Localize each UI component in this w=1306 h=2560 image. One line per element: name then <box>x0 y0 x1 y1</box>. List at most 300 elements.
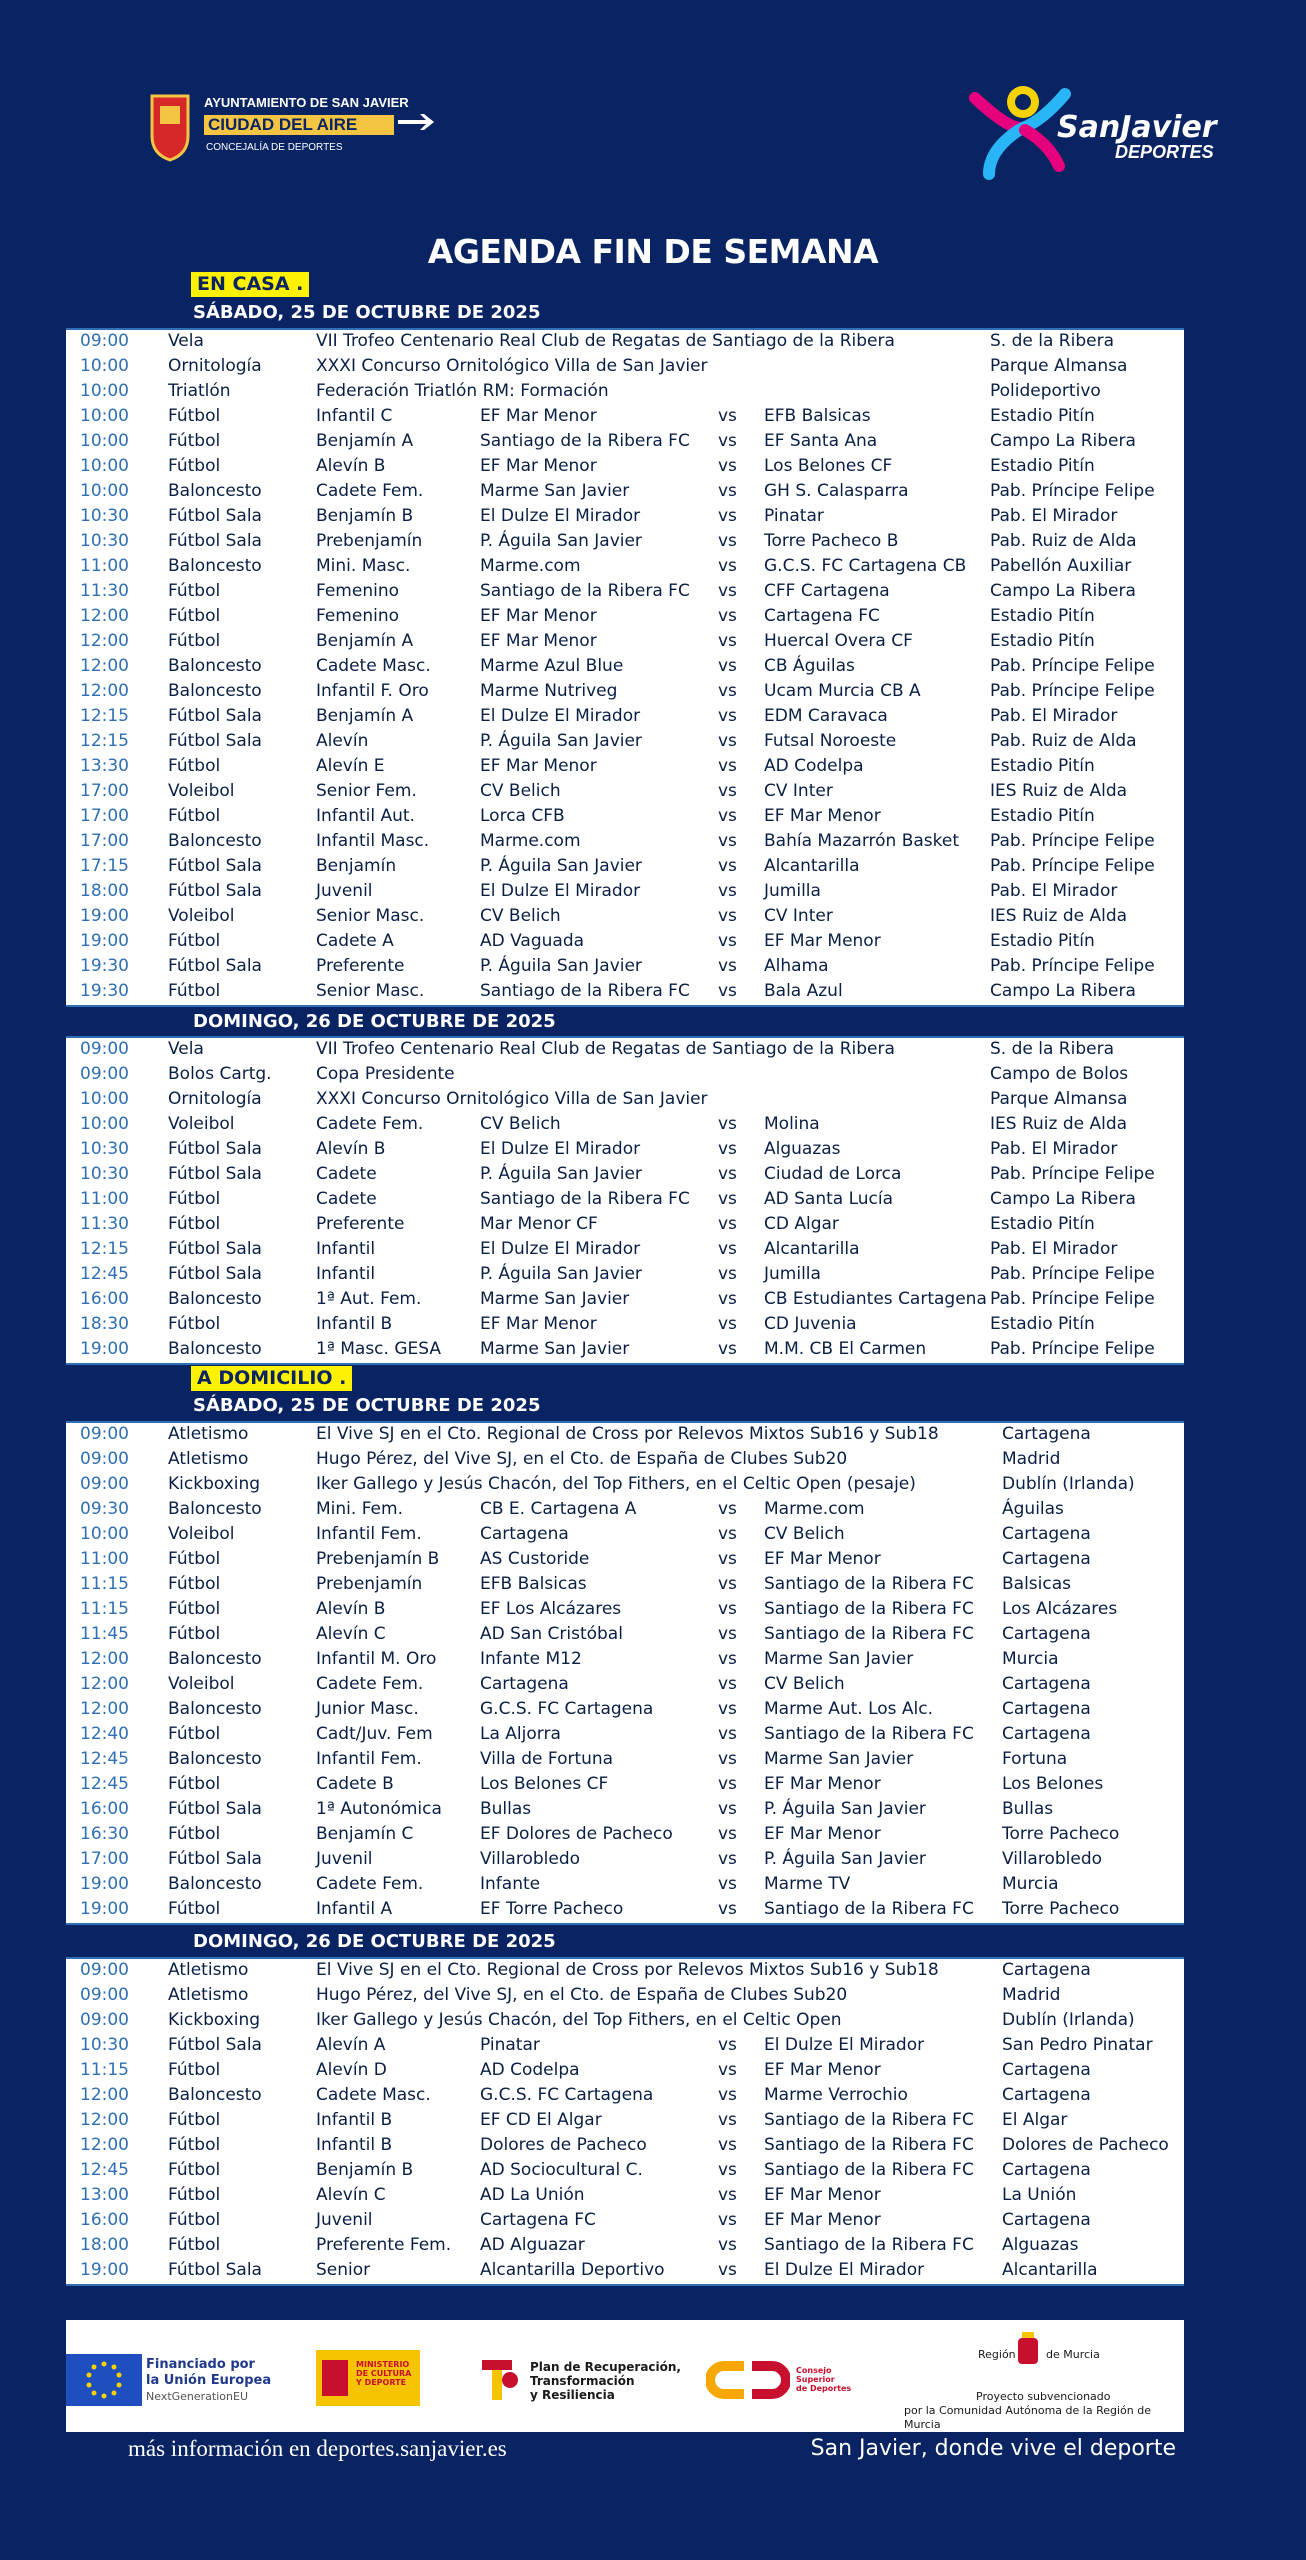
event-time: 11:15 <box>80 1599 129 1619</box>
event-time: 10:30 <box>80 506 129 526</box>
event-venue: Pab. Príncipe Felipe <box>990 481 1155 501</box>
home-team: Marme.com <box>480 831 581 851</box>
table-row <box>66 905 1184 930</box>
event-sport: Fútbol Sala <box>168 2035 262 2055</box>
table-row <box>66 605 1184 630</box>
event-time: 12:45 <box>80 2160 129 2180</box>
event-time: 19:00 <box>80 1874 129 1894</box>
event-time: 12:00 <box>80 2110 129 2130</box>
event-time: 10:30 <box>80 1164 129 1184</box>
vs-label: vs <box>718 2035 737 2055</box>
vs-label: vs <box>718 1524 737 1544</box>
vs-label: vs <box>718 1749 737 1769</box>
event-description: XXXI Concurso Ornitológico Villa de San Javier <box>316 356 708 376</box>
home-team: EF Mar Menor <box>480 456 597 476</box>
away-team: EF Mar Menor <box>764 2210 881 2230</box>
event-sport: Fútbol <box>168 756 221 776</box>
schedule-table <box>66 1421 1184 1925</box>
vs-label: vs <box>718 1164 737 1184</box>
away-team: Ucam Murcia CB A <box>764 681 921 701</box>
away-team: M.M. CB El Carmen <box>764 1339 927 1359</box>
table-row <box>66 430 1184 455</box>
event-category: Cadt/Juv. Fem <box>316 1724 433 1744</box>
away-team: EF Santa Ana <box>764 431 878 451</box>
home-team: CV Belich <box>480 781 561 801</box>
table-row <box>66 2259 1184 2284</box>
event-venue: Torre Pacheco <box>1002 1824 1120 1844</box>
home-team: G.C.S. FC Cartagena <box>480 2085 654 2105</box>
event-time: 11:15 <box>80 2060 129 2080</box>
eu-text-2: la Unión Europea <box>146 2373 272 2388</box>
home-team: EF Dolores de Pacheco <box>480 1824 673 1844</box>
event-category: Prebenjamín B <box>316 1549 440 1569</box>
event-time: 09:00 <box>80 1985 129 2005</box>
event-time: 09:00 <box>80 2010 129 2030</box>
event-venue: S. de la Ribera <box>990 1039 1114 1059</box>
csd-text-2: Superior <box>796 2375 835 2384</box>
vs-label: vs <box>718 1724 737 1744</box>
vs-label: vs <box>718 481 737 501</box>
table-row <box>66 2184 1184 2209</box>
event-sport: Fútbol <box>168 981 221 1001</box>
event-time: 12:45 <box>80 1264 129 1284</box>
away-team: Santiago de la Ribera FC <box>764 1574 974 1594</box>
home-team: Villarobledo <box>480 1849 581 1869</box>
vs-label: vs <box>718 2135 737 2155</box>
event-category: Cadete Fem. <box>316 481 424 501</box>
event-category: 1ª Autonómica <box>316 1799 442 1819</box>
home-team: Villa de Fortuna <box>480 1749 614 1769</box>
home-team: Los Belones CF <box>480 1774 609 1794</box>
home-team: AD Vaguada <box>480 931 585 951</box>
event-venue: Pab. Príncipe Felipe <box>990 956 1155 976</box>
event-sport: Ornitología <box>168 356 262 376</box>
event-category: Preferente <box>316 1214 405 1234</box>
event-category: Prebenjamín <box>316 1574 423 1594</box>
recovery-plan-icon <box>478 2356 522 2404</box>
event-category: Cadete <box>316 1189 377 1209</box>
home-team: El Dulze El Mirador <box>480 1239 641 1259</box>
event-sport: Bolos Cartg. <box>168 1064 272 1084</box>
home-team: AD San Cristóbal <box>480 1624 623 1644</box>
home-team: Bullas <box>480 1799 532 1819</box>
event-time: 10:30 <box>80 531 129 551</box>
event-description: Federación Triatlón RM: Formación <box>316 381 609 401</box>
footer-slogan: San Javier, donde vive el deporte <box>810 2436 1176 2461</box>
table-row <box>66 1748 1184 1773</box>
event-sport: Fútbol Sala <box>168 731 262 751</box>
table-row <box>66 1984 1184 2009</box>
table-row <box>66 1898 1184 1923</box>
eu-text-1: Financiado por <box>146 2357 255 2372</box>
away-team: Futsal Noroeste <box>764 731 897 751</box>
event-venue: Polideportivo <box>990 381 1101 401</box>
vs-label: vs <box>718 406 737 426</box>
table-row <box>66 1723 1184 1748</box>
event-sport: Voleibol <box>168 781 235 801</box>
event-category: Alevín B <box>316 1599 386 1619</box>
table-row <box>66 330 1184 355</box>
vs-label: vs <box>718 756 737 776</box>
event-venue: Cartagena <box>1002 1624 1091 1644</box>
event-category: Senior Masc. <box>316 906 425 926</box>
event-category: Infantil Fem. <box>316 1524 422 1544</box>
event-category: Preferente Fem. <box>316 2235 452 2255</box>
vs-label: vs <box>718 1139 737 1159</box>
vs-label: vs <box>718 2110 737 2130</box>
event-venue: Pab. Ruiz de Alda <box>990 531 1137 551</box>
event-category: Benjamín <box>316 856 397 876</box>
event-venue: Villarobledo <box>1002 1849 1103 1869</box>
event-venue: Cartagena <box>1002 1960 1091 1980</box>
murcia-text-1: Región <box>978 2348 1016 2361</box>
home-team: El Dulze El Mirador <box>480 1139 641 1159</box>
home-team: EF Mar Menor <box>480 1314 597 1334</box>
event-time: 12:00 <box>80 2135 129 2155</box>
event-category: Juvenil <box>316 881 373 901</box>
murcia-text-4: por la Comunidad Autónoma de la Región de Murcia <box>904 2404 1151 2431</box>
table-row <box>66 1448 1184 1473</box>
logo-brand: SanJavier <box>1057 110 1217 145</box>
event-time: 12:00 <box>80 606 129 626</box>
event-time: 12:00 <box>80 681 129 701</box>
event-category: Infantil Aut. <box>316 806 415 826</box>
event-venue: Murcia <box>1002 1649 1059 1669</box>
away-team: EF Mar Menor <box>764 1549 881 1569</box>
vs-label: vs <box>718 1189 737 1209</box>
section-badge-away: A DOMICILIO . <box>191 1366 352 1391</box>
event-sport: Baloncesto <box>168 556 262 576</box>
schedule-table <box>66 328 1184 1007</box>
event-category: Mini. Fem. <box>316 1499 403 1519</box>
event-category: Cadete Fem. <box>316 1674 424 1694</box>
event-category: Infantil A <box>316 1899 393 1919</box>
ministry-text-1: MINISTERIO <box>356 2360 410 2369</box>
event-sport: Fútbol <box>168 456 221 476</box>
away-team: CB Estudiantes Cartagena <box>764 1289 987 1309</box>
logo-line2: CIUDAD DEL AIRE <box>208 115 358 134</box>
event-venue: Pab. El Mirador <box>990 506 1118 526</box>
vs-label: vs <box>718 931 737 951</box>
event-venue: Campo La Ribera <box>990 581 1136 601</box>
event-venue: Pabellón Auxiliar <box>990 556 1132 576</box>
home-team: Cartagena <box>480 1524 569 1544</box>
table-row <box>66 1773 1184 1798</box>
event-time: 18:00 <box>80 2235 129 2255</box>
event-venue: Estadio Pitín <box>990 756 1095 776</box>
event-sport: Kickboxing <box>168 2010 261 2030</box>
table-row <box>66 2084 1184 2109</box>
event-category: Femenino <box>316 606 399 626</box>
home-team: El Dulze El Mirador <box>480 881 641 901</box>
event-sport: Baloncesto <box>168 1289 262 1309</box>
home-team: AD Alguazar <box>480 2235 585 2255</box>
event-description: Iker Gallego y Jesús Chacón, del Top Fithers, en el Celtic Open (pesaje) <box>316 1474 916 1494</box>
event-category: Preferente <box>316 956 405 976</box>
vs-label: vs <box>718 581 737 601</box>
day-heading: DOMINGO, 26 DE OCTUBRE DE 2025 <box>193 1931 556 1952</box>
home-team: Marme San Javier <box>480 481 630 501</box>
away-team: P. Águila San Javier <box>764 1849 926 1869</box>
away-team: CV Belich <box>764 1674 845 1694</box>
event-sport: Fútbol Sala <box>168 1164 262 1184</box>
table-row <box>66 1088 1184 1113</box>
vs-label: vs <box>718 1649 737 1669</box>
event-venue: Cartagena <box>1002 2160 1091 2180</box>
table-row <box>66 480 1184 505</box>
event-time: 10:00 <box>80 456 129 476</box>
away-team: GH S. Calasparra <box>764 481 909 501</box>
away-team: Ciudad de Lorca <box>764 1164 902 1184</box>
home-team: Marme.com <box>480 556 581 576</box>
event-sport: Fútbol Sala <box>168 856 262 876</box>
vs-label: vs <box>718 731 737 751</box>
vs-label: vs <box>718 881 737 901</box>
event-category: Infantil B <box>316 2110 393 2130</box>
event-venue: Los Belones <box>1002 1774 1104 1794</box>
event-sport: Fútbol Sala <box>168 1264 262 1284</box>
table-row <box>66 1188 1184 1213</box>
away-team: EF Mar Menor <box>764 2185 881 2205</box>
event-category: Alevín C <box>316 1624 386 1644</box>
table-row <box>66 1523 1184 1548</box>
footer-info-link[interactable]: más información en deportes.sanjavier.es <box>128 2436 507 2461</box>
event-venue: San Pedro Pinatar <box>1002 2035 1153 2055</box>
event-venue: Pab. Príncipe Felipe <box>990 1289 1155 1309</box>
ayuntamiento-logo <box>148 88 448 178</box>
table-row <box>66 1548 1184 1573</box>
event-sport: Fútbol Sala <box>168 706 262 726</box>
event-sport: Fútbol Sala <box>168 1139 262 1159</box>
event-time: 12:00 <box>80 1699 129 1719</box>
away-team: CV Belich <box>764 1524 845 1544</box>
event-sport: Baloncesto <box>168 1699 262 1719</box>
event-venue: Estadio Pitín <box>990 1214 1095 1234</box>
page-title: AGENDA FIN DE SEMANA <box>427 232 879 271</box>
away-team: Marme San Javier <box>764 1749 914 1769</box>
event-venue: Cartagena <box>1002 2060 1091 2080</box>
vs-label: vs <box>718 2210 737 2230</box>
home-team: EF CD El Algar <box>480 2110 602 2130</box>
event-venue: Pab. Príncipe Felipe <box>990 831 1155 851</box>
table-row <box>66 1598 1184 1623</box>
away-team: EF Mar Menor <box>764 806 881 826</box>
event-category: Infantil <box>316 1239 376 1259</box>
table-row <box>66 630 1184 655</box>
event-venue: Cartagena <box>1002 1699 1091 1719</box>
event-time: 11:00 <box>80 1189 129 1209</box>
event-venue: Parque Almansa <box>990 356 1128 376</box>
home-team: Marme San Javier <box>480 1339 630 1359</box>
away-team: EF Mar Menor <box>764 931 881 951</box>
table-row <box>66 1648 1184 1673</box>
event-venue: Estadio Pitín <box>990 406 1095 426</box>
event-time: 19:00 <box>80 1899 129 1919</box>
event-time: 12:00 <box>80 656 129 676</box>
event-category: Cadete Fem. <box>316 1874 424 1894</box>
vs-label: vs <box>718 556 737 576</box>
event-category: Cadete <box>316 1164 377 1184</box>
event-venue: IES Ruiz de Alda <box>990 781 1128 801</box>
table-row <box>66 1848 1184 1873</box>
event-sport: Ornitología <box>168 1089 262 1109</box>
event-category: Senior Masc. <box>316 981 425 1001</box>
vs-label: vs <box>718 656 737 676</box>
vs-label: vs <box>718 1289 737 1309</box>
table-bottom-border <box>66 1363 1184 1365</box>
event-category: Alevín C <box>316 2185 386 2205</box>
event-venue: Cartagena <box>1002 1549 1091 1569</box>
event-time: 09:00 <box>80 331 129 351</box>
away-team: EF Mar Menor <box>764 1774 881 1794</box>
event-category: 1ª Masc. GESA <box>316 1339 441 1359</box>
event-venue: Pab. Príncipe Felipe <box>990 1264 1155 1284</box>
event-sport: Fútbol Sala <box>168 531 262 551</box>
schedule-table <box>66 1036 1184 1365</box>
event-sport: Baloncesto <box>168 1749 262 1769</box>
table-row <box>66 655 1184 680</box>
vs-label: vs <box>718 781 737 801</box>
logo-line1: AYUNTAMIENTO DE SAN JAVIER <box>204 95 409 110</box>
event-sport: Fútbol <box>168 1774 221 1794</box>
event-venue: Cartagena <box>1002 2085 1091 2105</box>
vs-label: vs <box>718 1774 737 1794</box>
table-row <box>66 1623 1184 1648</box>
home-team: Pinatar <box>480 2035 540 2055</box>
event-sport: Vela <box>168 1039 204 1059</box>
vs-label: vs <box>718 431 737 451</box>
event-sport: Kickboxing <box>168 1474 261 1494</box>
vs-label: vs <box>718 1214 737 1234</box>
event-time: 10:00 <box>80 356 129 376</box>
event-description: VII Trofeo Centenario Real Club de Regatas de Santiago de la Ribera <box>316 1039 895 1059</box>
event-venue: Cartagena <box>1002 1424 1091 1444</box>
away-team: Alcantarilla <box>764 1239 860 1259</box>
recovery-text-3: y Resiliencia <box>530 2388 615 2402</box>
away-team: Santiago de la Ribera FC <box>764 2160 974 2180</box>
event-description: XXXI Concurso Ornitológico Villa de San Javier <box>316 1089 708 1109</box>
table-row <box>66 980 1184 1005</box>
table-row <box>66 1959 1184 1984</box>
ministry-text-3: Y DEPORTE <box>356 2378 407 2387</box>
vs-label: vs <box>718 456 737 476</box>
vs-label: vs <box>718 906 737 926</box>
home-team: P. Águila San Javier <box>480 1164 642 1184</box>
event-category: Cadete Masc. <box>316 656 431 676</box>
event-venue: El Algar <box>1002 2110 1068 2130</box>
table-row <box>66 455 1184 480</box>
event-sport: Fútbol <box>168 1624 221 1644</box>
event-time: 12:15 <box>80 731 129 751</box>
away-team: Alhama <box>764 956 829 976</box>
event-time: 10:00 <box>80 431 129 451</box>
event-category: Infantil F. Oro <box>316 681 429 701</box>
event-sport: Fútbol <box>168 806 221 826</box>
home-team: Mar Menor CF <box>480 1214 598 1234</box>
event-category: Prebenjamín <box>316 531 423 551</box>
away-team: Santiago de la Ribera FC <box>764 2235 974 2255</box>
event-time: 11:30 <box>80 1214 129 1234</box>
event-time: 13:30 <box>80 756 129 776</box>
event-category: Alevín E <box>316 756 385 776</box>
event-sport: Atletismo <box>168 1424 249 1444</box>
home-team: El Dulze El Mirador <box>480 506 641 526</box>
event-sport: Fútbol Sala <box>168 956 262 976</box>
event-time: 11:30 <box>80 581 129 601</box>
event-sport: Fútbol <box>168 406 221 426</box>
event-venue: Pab. El Mirador <box>990 1239 1118 1259</box>
table-row <box>66 1873 1184 1898</box>
table-bottom-border <box>66 2284 1184 2286</box>
event-category: Infantil M. Oro <box>316 1649 437 1669</box>
event-venue: Fortuna <box>1002 1749 1068 1769</box>
home-team: La Aljorra <box>480 1724 561 1744</box>
ministry-text-2: DE CULTURA <box>356 2369 412 2378</box>
home-team: CV Belich <box>480 906 561 926</box>
event-venue: Murcia <box>1002 1874 1059 1894</box>
vs-label: vs <box>718 1574 737 1594</box>
home-team: El Dulze El Mirador <box>480 706 641 726</box>
event-time: 11:00 <box>80 1549 129 1569</box>
away-team: Marme TV <box>764 1874 851 1894</box>
event-venue: Campo La Ribera <box>990 981 1136 1001</box>
event-time: 10:00 <box>80 1114 129 1134</box>
event-venue: IES Ruiz de Alda <box>990 906 1128 926</box>
event-time: 10:30 <box>80 1139 129 1159</box>
table-row <box>66 1798 1184 1823</box>
table-row <box>66 1138 1184 1163</box>
event-sport: Fútbol Sala <box>168 1799 262 1819</box>
table-row <box>66 1063 1184 1088</box>
event-venue: Cartagena <box>1002 1524 1091 1544</box>
table-row <box>66 930 1184 955</box>
home-team: Santiago de la Ribera FC <box>480 1189 690 1209</box>
event-time: 12:45 <box>80 1749 129 1769</box>
vs-label: vs <box>718 1549 737 1569</box>
event-category: Infantil Fem. <box>316 1749 422 1769</box>
event-time: 10:00 <box>80 481 129 501</box>
event-sport: Fútbol Sala <box>168 506 262 526</box>
event-venue: Cartagena <box>1002 1724 1091 1744</box>
event-venue: Pab. El Mirador <box>990 1139 1118 1159</box>
home-team: AD Sociocultural C. <box>480 2160 643 2180</box>
event-category: Benjamín A <box>316 631 414 651</box>
away-team: Santiago de la Ribera FC <box>764 1899 974 1919</box>
vs-label: vs <box>718 856 737 876</box>
recovery-text-2: Transformación <box>530 2374 635 2388</box>
event-time: 09:30 <box>80 1499 129 1519</box>
event-venue: Parque Almansa <box>990 1089 1128 1109</box>
murcia-coat-icon <box>1016 2332 1040 2368</box>
event-time: 18:30 <box>80 1314 129 1334</box>
table-row <box>66 1473 1184 1498</box>
event-sport: Baloncesto <box>168 831 262 851</box>
table-row <box>66 805 1184 830</box>
away-team: Santiago de la Ribera FC <box>764 1724 974 1744</box>
event-time: 18:00 <box>80 881 129 901</box>
away-team: Alcantarilla <box>764 856 860 876</box>
event-time: 11:15 <box>80 1574 129 1594</box>
event-venue: Balsicas <box>1002 1574 1072 1594</box>
day-heading: SÁBADO, 25 DE OCTUBRE DE 2025 <box>193 302 541 323</box>
event-description: El Vive SJ en el Cto. Regional de Cross por Relevos Mixtos Sub16 y Sub18 <box>316 1960 939 1980</box>
event-time: 11:00 <box>80 556 129 576</box>
event-category: Juvenil <box>316 1849 373 1869</box>
event-category: Mini. Masc. <box>316 556 411 576</box>
event-time: 16:00 <box>80 2210 129 2230</box>
event-sport: Fútbol <box>168 606 221 626</box>
home-team: P. Águila San Javier <box>480 731 642 751</box>
